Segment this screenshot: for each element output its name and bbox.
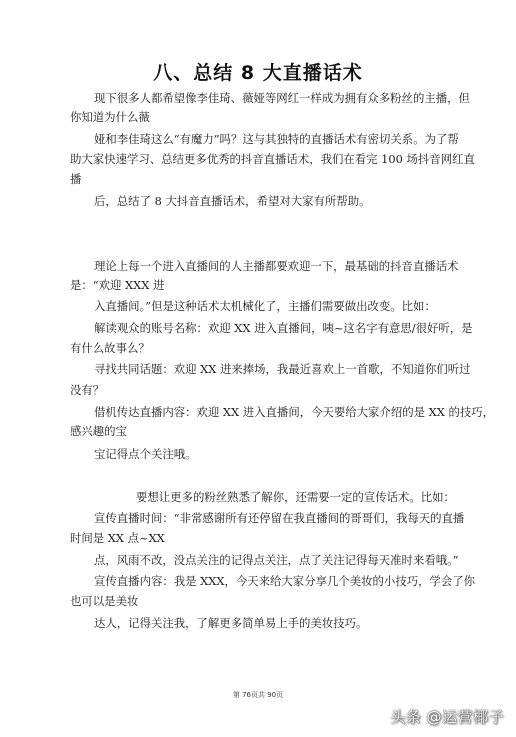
paragraph-line: 有什么故事么？ bbox=[70, 341, 150, 355]
paragraph-line: 理论上每一个进入直播间的人主播都要欢迎一下，最基础的抖音直播话术 bbox=[94, 259, 459, 273]
paragraph-line: 你知道为什么薇 bbox=[70, 110, 150, 124]
page-number-footer: 第 76页共 90页 bbox=[232, 691, 284, 699]
paragraph-line: 宝记得点个关注哦。 bbox=[94, 447, 197, 461]
paragraph-line: 播 bbox=[70, 172, 82, 186]
paragraph-line: 现下很多人都希望像李佳琦、薇娅等网红一样成为拥有众多粉丝的主播，但 bbox=[94, 91, 470, 105]
paragraph-line: 达人，记得关注我，了解更多简单易上手的美妆技巧。 bbox=[94, 616, 368, 630]
paragraph-line: 是：“欢迎 XXX 进 bbox=[70, 278, 165, 292]
paragraph-line: 入直播间。”但是这种话术太机械化了，主播们需要做出改变。比如： bbox=[94, 299, 436, 313]
paragraph-line: 娅和李佳琦这么“有魔力”吗？这与其独特的直播话术有密切关系。为了帮 bbox=[94, 132, 459, 146]
paragraph-line: 时间是 XX 点~XX bbox=[70, 531, 165, 545]
watermark: 头条 @运营椰子 bbox=[390, 708, 504, 726]
paragraph-line: 借机传达直播内容：欢迎 XX 进入直播间，今天要给大家介绍的是 XX 的技巧， bbox=[94, 405, 495, 419]
paragraph-line: 也可以是美妆 bbox=[70, 594, 139, 608]
paragraph-line: 解读观众的账号名称：欢迎 XX 进入直播间，咦~这名字有意思/很好听，是 bbox=[94, 321, 473, 335]
section-title: 八、总结 8 大直播话术 bbox=[153, 62, 363, 84]
paragraph-line: 宣传直播内容：我是 XXX，今天来给大家分享几个美妆的小技巧，学会了你 bbox=[94, 574, 476, 588]
paragraph-line: 助大家快速学习、总结更多优秀的抖音直播话术，我们在看完 100 场抖音网红直 bbox=[70, 152, 475, 166]
paragraph-line: 没有？ bbox=[70, 383, 105, 397]
paragraph-line: 感兴趣的宝 bbox=[70, 424, 127, 438]
paragraph-line: 宣传直播时间：“非常感谢所有还停留在我直播间的哥哥们，我每天的直播 bbox=[94, 511, 465, 525]
paragraph-line: 后，总结了 8 大抖音直播话术，希望对大家有所帮助。 bbox=[94, 194, 371, 208]
paragraph-line: 寻找共同话题：欢迎 XX 进来捧场，我最近喜欢上一首歌，不知道你们听过 bbox=[94, 362, 471, 376]
paragraph-line: 要想让更多的粉丝熟悉了解你，还需要一定的宣传话术。比如： bbox=[136, 490, 455, 504]
paragraph-line: 点，风雨不改，没点关注的记得点关注，点了关注记得每天准时来看哦。” bbox=[94, 553, 459, 567]
